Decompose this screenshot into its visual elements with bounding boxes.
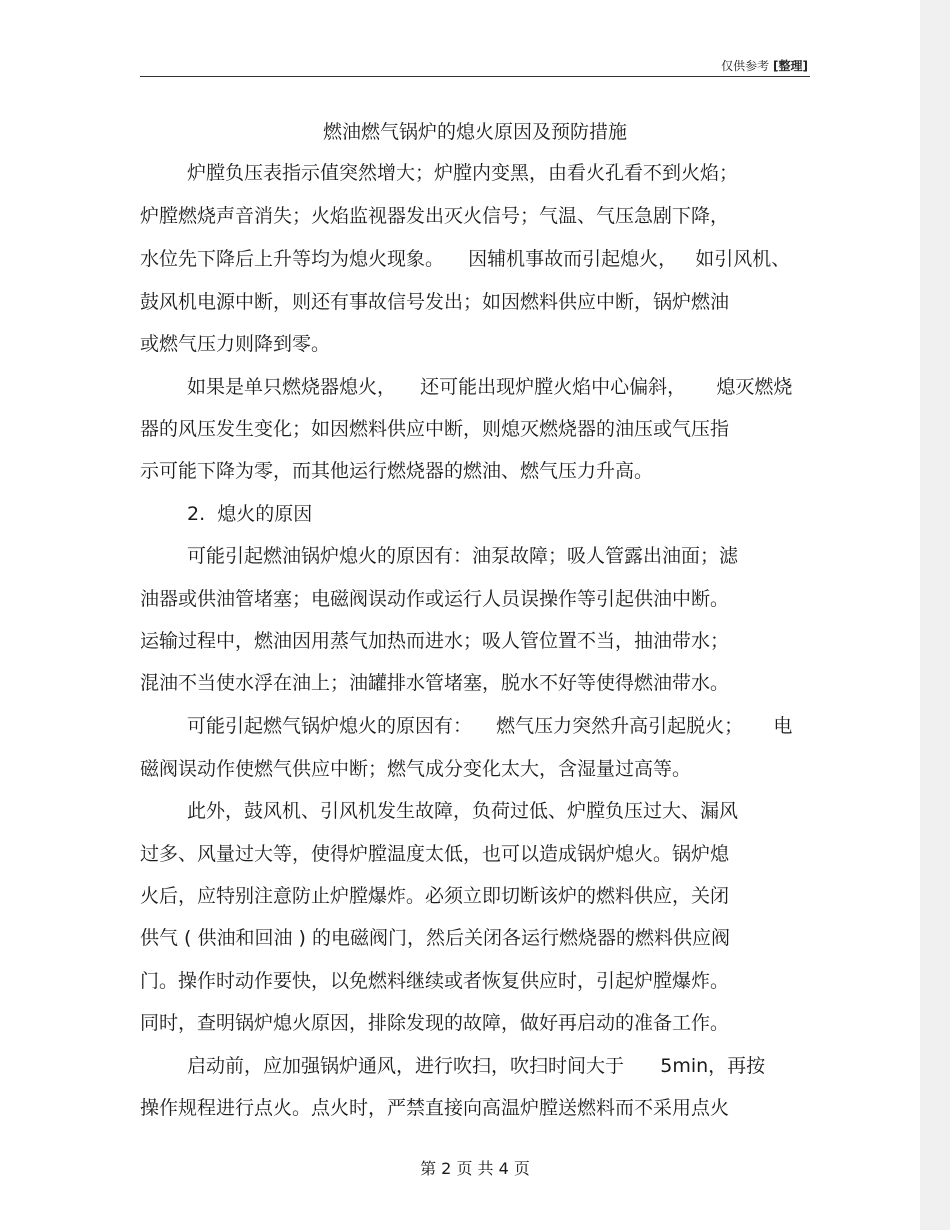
body-line: 炉膛负压表指示值突然增大；炉膛内变黑，由看火孔看不到火焰； (187, 162, 739, 184)
body-line: 可能引起燃油锅炉熄火的原因有：油泵故障；吸人管露出油面；滤 (187, 545, 739, 567)
page-footer: 第 2 页 共 4 页 (420, 1159, 530, 1178)
header-note-text: 仅供参考 (721, 59, 770, 73)
page-title: 燃油燃气锅炉的熄火原因及预防措施 (322, 121, 627, 143)
body-line: 过多、风量过大等，使得炉膛温度太低，也可以造成锅炉熄火。锅炉熄 (140, 843, 730, 865)
body-line: 示可能下降为零，而其他运行燃烧器的燃油、燃气压力升高。 (140, 460, 654, 482)
body-line: 同时，查明锅炉熄火原因，排除发现的故障，做好再启动的准备工作。 (140, 1012, 730, 1034)
body-line: 启动前，应加强锅炉通风，进行吹扫，吹扫时间大于 5min，再按 (187, 1055, 766, 1077)
body-line: 油器或供油管堵塞；电磁阀误动作或运行人员误操作等引起供油中断。 (140, 588, 730, 610)
body-line: 磁阀误动作使燃气供应中断；燃气成分变化太大，含湿量过高等。 (140, 758, 692, 780)
body-line: 器的风压发生变化；如因燃料供应中断，则熄灭燃烧器的油压或气压指 (140, 418, 730, 440)
body-line: 或燃气压力则降到零。 (140, 333, 331, 355)
body-line: 鼓风机电源中断，则还有事故信号发出；如因燃料供应中断，锅炉燃油 (140, 291, 730, 313)
header-rule (140, 76, 810, 77)
body-line: 混油不当使水浮在油上；油罐排水管堵塞，脱水不好等使得燃油带水。 (140, 672, 730, 694)
body-line: 运输过程中，燃油因用蒸气加热而进水；吸人管位置不当，抽油带水； (140, 630, 730, 652)
header-bracket: [整理] (773, 59, 808, 73)
body-line: 炉膛燃烧声音消失；火焰监视器发出灭火信号；气温、气压急剧下降， (140, 205, 730, 227)
body-line: 如果是单只燃烧器熄火， 还可能出现炉膛火焰中心偏斜， 熄灭燃烧 (187, 376, 793, 398)
body-line: 门。操作时动作要快，以免燃料继续或者恢复供应时，引起炉膛爆炸。 (140, 970, 730, 992)
header-note (721, 57, 808, 74)
body-line: 水位先下降后上升等均为熄火现象。 因辅机事故而引起熄火， 如引风机、 (140, 248, 791, 270)
section-heading: 2. 熄火的原因 (187, 503, 313, 525)
body-line: 操作规程进行点火。点火时，严禁直接向高温炉膛送燃料而不采用点火 (140, 1097, 730, 1119)
body-line: 可能引起燃气锅炉熄火的原因有： 燃气压力突然升高引起脱火； 电 (187, 715, 793, 737)
body-line: 火后，应特别注意防止炉膛爆炸。必须立即切断该炉的燃料供应，关闭 (140, 885, 730, 907)
body-line: 此外，鼓风机、引风机发生故障，负荷过低、炉膛负压过大、漏风 (187, 800, 739, 822)
body-line: 供气 ( 供油和回油 ) 的电磁阀门，然后关闭各运行燃烧器的燃料供应阀 (140, 927, 730, 949)
